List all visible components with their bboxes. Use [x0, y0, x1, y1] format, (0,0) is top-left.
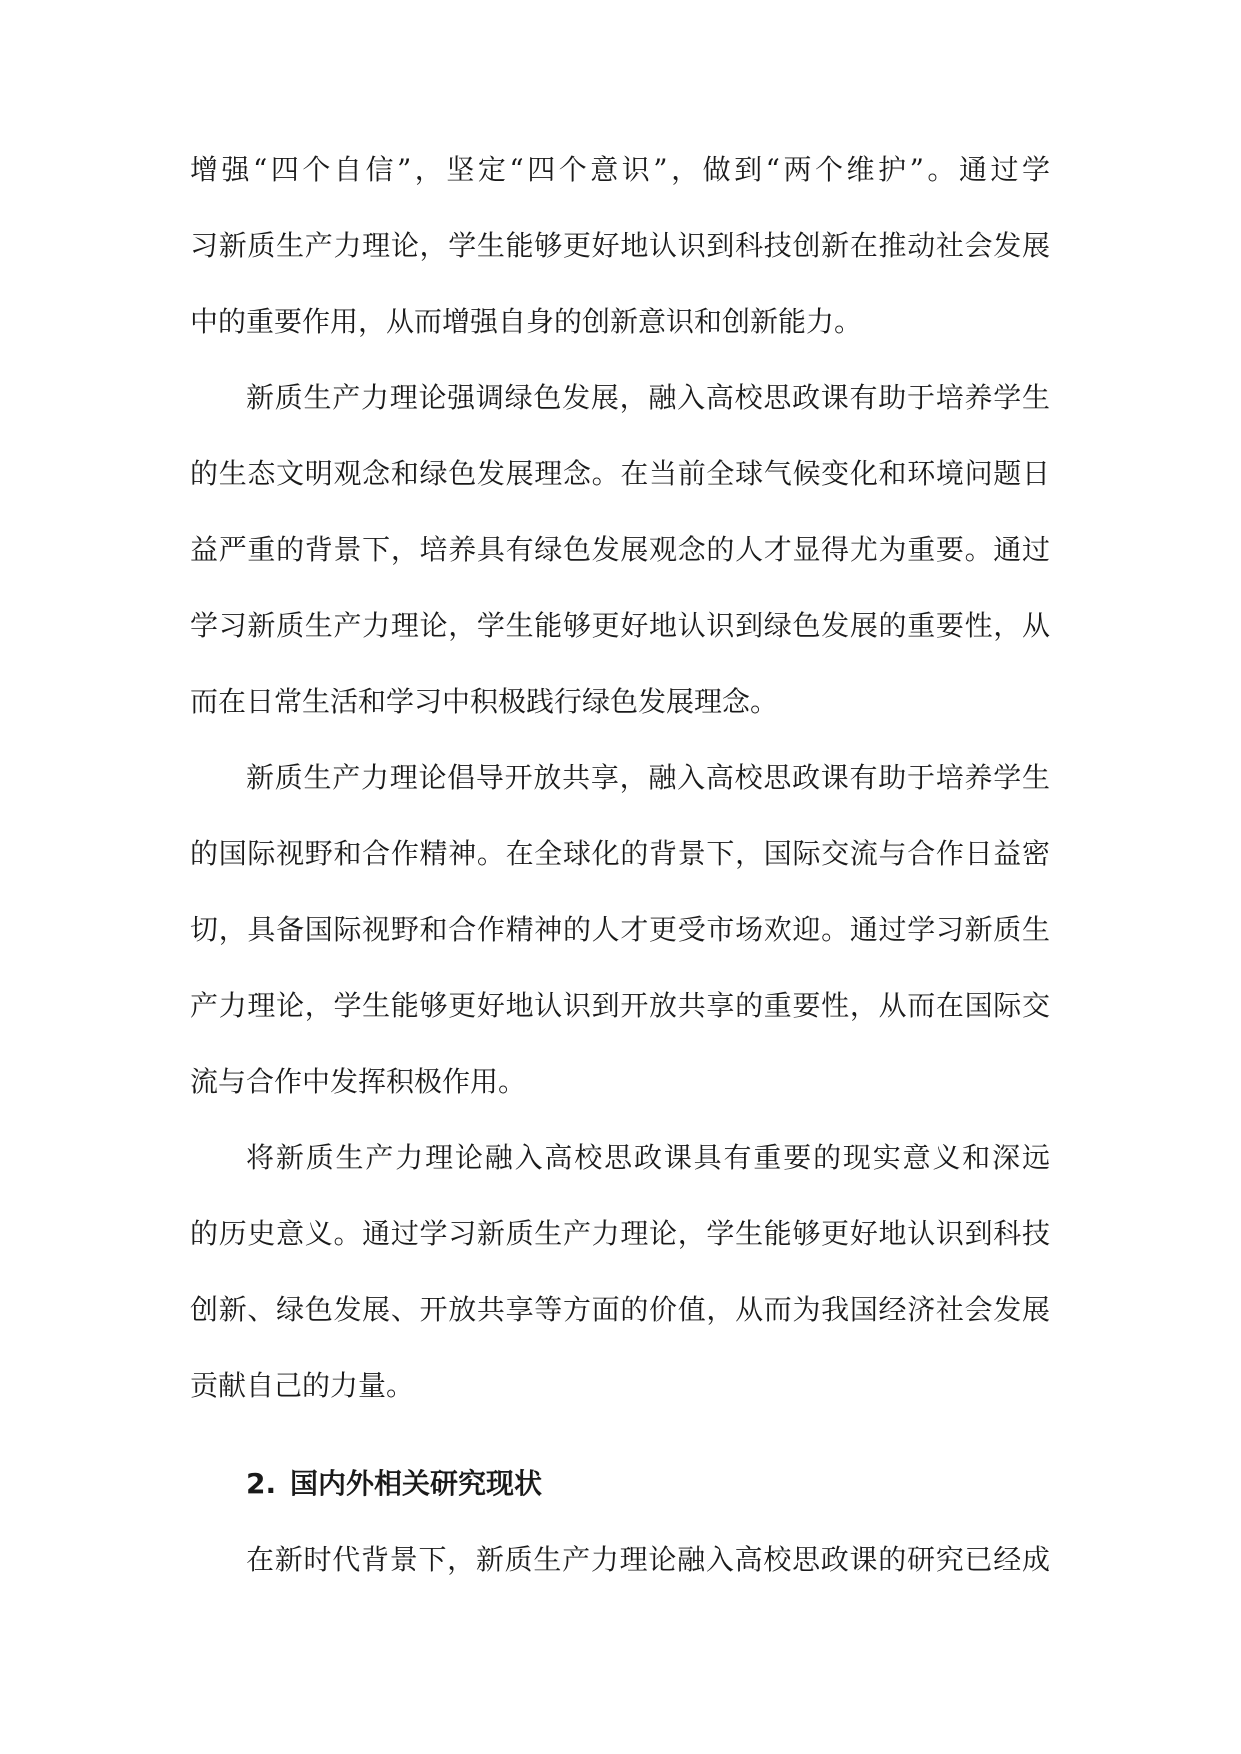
text-line: 新质生产力理论强调绿色发展，融入高校思政课有助于培养学生	[246, 381, 1050, 414]
paragraph	[190, 132, 1050, 360]
text-line: 将新质生产力理论融入高校思政课具有重要的现实意义和深远	[246, 1141, 1050, 1174]
text-line: 在新时代背景下，新质生产力理论融入高校思政课的研究已经成	[246, 1543, 1050, 1576]
text-line: 流与合作中发挥积极作用。	[190, 1065, 527, 1098]
paragraph	[190, 1522, 1050, 1598]
section-number: 2.	[246, 1467, 277, 1500]
paragraph	[190, 740, 1050, 1120]
text-line: 新质生产力理论倡导开放共享，融入高校思政课有助于培养学生	[246, 761, 1050, 794]
text-line: 学习新质生产力理论，学生能够更好地认识到绿色发展的重要性，从	[190, 609, 1050, 642]
text-line: 的国际视野和合作精神。在全球化的背景下，国际交流与合作日益密	[190, 837, 1050, 870]
text-line: 切，具备国际视野和合作精神的人才更受市场欢迎。通过学习新质生	[190, 913, 1050, 946]
text-line: 贡献自己的力量。	[190, 1369, 415, 1402]
text-line: 中的重要作用，从而增强自身的创新意识和创新能力。	[190, 305, 863, 338]
text-line: 的历史意义。通过学习新质生产力理论，学生能够更好地认识到科技	[190, 1217, 1050, 1250]
section-title: 国内外相关研究现状	[290, 1467, 543, 1500]
text-line: 益严重的背景下，培养具有绿色发展观念的人才显得尤为重要。通过	[190, 533, 1050, 566]
text-line: 产力理论，学生能够更好地认识到开放共享的重要性，从而在国际交	[190, 989, 1050, 1022]
document-page	[190, 132, 1050, 1598]
text-line: 增强“四个自信”，坚定“四个意识”，做到“两个维护”。通过学	[190, 153, 1050, 186]
text-line: 习新质生产力理论，学生能够更好地认识到科技创新在推动社会发展	[190, 229, 1050, 262]
paragraph	[190, 1120, 1050, 1424]
text-line: 创新、绿色发展、开放共享等方面的价值，从而为我国经济社会发展	[190, 1293, 1050, 1326]
paragraph	[190, 360, 1050, 740]
text-line: 而在日常生活和学习中积极践行绿色发展理念。	[190, 685, 779, 718]
text-line: 的生态文明观念和绿色发展理念。在当前全球气候变化和环境问题日	[190, 457, 1050, 490]
section-heading	[190, 1446, 1050, 1522]
section-spacer	[190, 1424, 1050, 1446]
